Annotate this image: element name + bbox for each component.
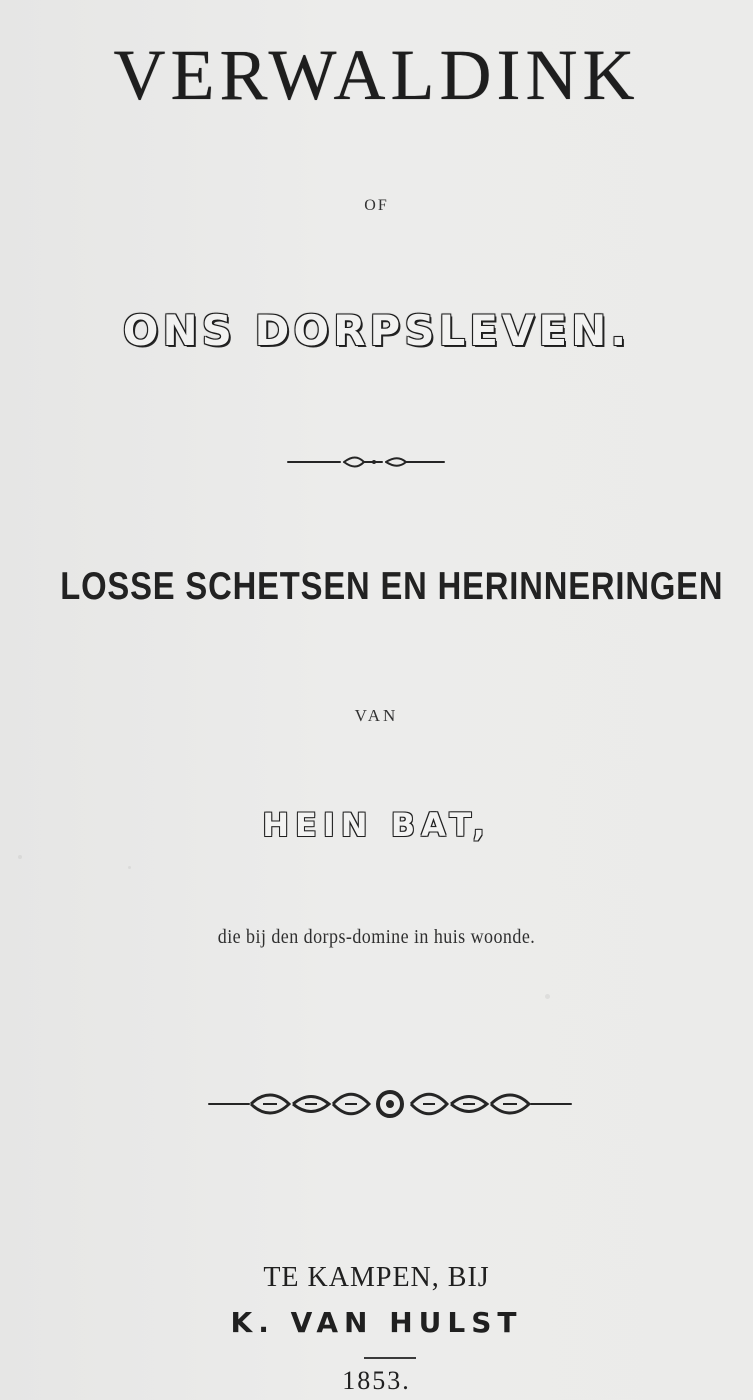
author-prefix: VAN (354, 706, 399, 725)
paper-spot (128, 866, 131, 869)
book-subtitle: ONS DORPSLEVEN. (122, 306, 631, 355)
title-connector: OF (364, 197, 389, 214)
author-note: die bij den dorps-domine in huis woonde. (217, 926, 536, 948)
author-name: HEIN BAT, (262, 806, 491, 844)
publication-year: 1853. (342, 1366, 411, 1395)
paper-spot (18, 855, 22, 859)
publication-place: TE KAMPEN, BIJ (263, 1262, 490, 1293)
ornament-small-icon (286, 452, 446, 472)
paper-spot (545, 994, 550, 999)
publisher-name: K. VAN HULST (230, 1306, 523, 1339)
ornament-large-icon (205, 1082, 575, 1126)
book-description: LOSSE SCHETSEN EN HERINNERINGEN (60, 565, 724, 608)
publisher-rule (364, 1357, 416, 1359)
book-title: VERWALDINK (113, 35, 640, 115)
